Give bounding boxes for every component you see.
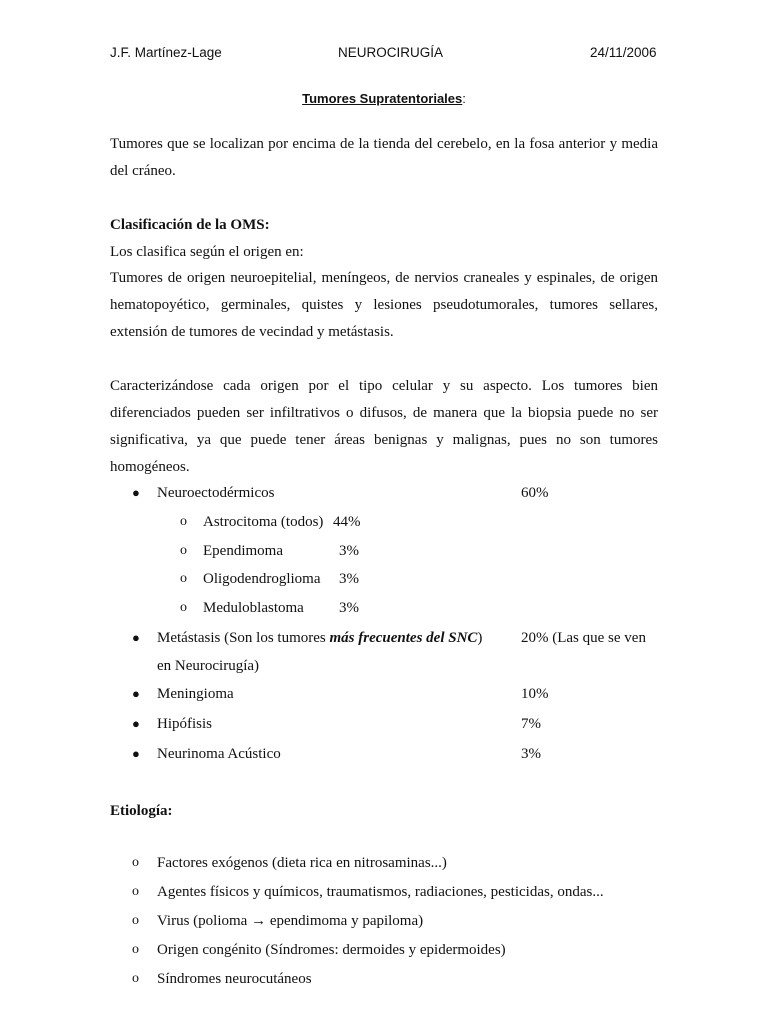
sub-bullet-icon: o (180, 543, 187, 558)
sub-bullet-icon: o (132, 942, 139, 957)
page-title-text: Tumores Supratentoriales (302, 91, 463, 106)
sub-bullet-icon: o (132, 913, 139, 928)
sub-item-label: Ependimoma (203, 543, 283, 559)
list-item-label: Neuroectodérmicos (157, 485, 275, 501)
bullet-icon: ● (132, 716, 140, 731)
page-title (0, 91, 768, 106)
header-date: 24/11/2006 (590, 45, 657, 60)
bullet-icon: ● (132, 630, 140, 645)
sub-item-percent: 3% (339, 543, 359, 559)
list-item-label: Neurinoma Acústico (157, 746, 281, 762)
characterization-paragraph: Caracterizándose cada origen por el tipo celular y su aspecto. Los tumores bien diferenciados pueden ser infiltrativos o difusos, de manera que la biopsia puede no ser significativa, ya que puede tener áreas benignas y malignas, pues no son tumores homogéneos. (110, 378, 658, 475)
bullet-icon: ● (132, 686, 140, 701)
list-item-percent: 10% (521, 686, 549, 702)
list-item-percent: 60% (521, 485, 549, 501)
list-item: Virus (polioma → ependimoma y papiloma) (157, 913, 424, 929)
list-item: Agentes físicos y químicos, traumatismos, radiaciones, pesticidas, ondas... (157, 884, 604, 900)
sub-item-label: Astrocitoma (todos) (203, 514, 324, 530)
header-author: J.F. Martínez-Lage (110, 45, 222, 60)
list-item: Síndromes neurocutáneos (157, 971, 312, 987)
sub-bullet-icon: o (132, 884, 139, 899)
intro-paragraph: Tumores que se localizan por encima de la tienda del cerebelo, en la fosa anterior y media del cráneo. (110, 136, 658, 179)
list-item: Factores exógenos (dieta rica en nitrosaminas...) (157, 855, 447, 871)
classification-lead: Los clasifica según el origen en: (110, 244, 304, 260)
sub-bullet-icon: o (180, 600, 187, 615)
list-item-percent: 3% (521, 746, 541, 762)
list-item: Origen congénito (Síndromes: dermoides y epidermoides) (157, 942, 506, 958)
list-item-label: Meningioma (157, 686, 234, 702)
sub-item-label: Meduloblastoma (203, 600, 304, 616)
sub-bullet-icon: o (180, 571, 187, 586)
page-title-colon: : (462, 91, 466, 106)
bullet-icon: ● (132, 485, 140, 500)
list-item-label: Hipófisis (157, 716, 213, 732)
sub-item-percent: 44% (333, 514, 361, 530)
sub-item-percent: 3% (339, 571, 359, 587)
sub-item-percent: 3% (339, 600, 359, 616)
list-item-percent: 20% (Las que se ven (521, 630, 646, 646)
etiology-heading: Etiología: (110, 803, 173, 819)
bullet-icon: ● (132, 746, 140, 761)
sub-bullet-icon: o (180, 514, 187, 529)
sub-item-label: Oligodendroglioma (203, 571, 321, 587)
list-item-percent: 7% (521, 716, 541, 732)
metastasis-text-post: ) (477, 630, 483, 646)
metastasis-text-pre: Metástasis (Son los tumores (157, 630, 330, 646)
classification-heading: Clasificación de la OMS: (110, 217, 270, 233)
header-subject: NEUROCIRUGÍA (338, 45, 444, 60)
sub-bullet-icon: o (132, 855, 139, 870)
metastasis-line2: en Neurocirugía) (157, 658, 260, 674)
classification-body: Tumores de origen neuroepitelial, meníngeos, de nervios craneales y espinales, de origen hematopoyético, germinales, quistes y lesiones pseudotumorales, tumores sellares, extensión de tumores de vecindad y metástasis. (110, 270, 658, 340)
metastasis-emphasis: más frecuentes del SNC (329, 630, 478, 646)
sub-bullet-icon: o (132, 971, 139, 986)
list-item-label (157, 628, 482, 648)
